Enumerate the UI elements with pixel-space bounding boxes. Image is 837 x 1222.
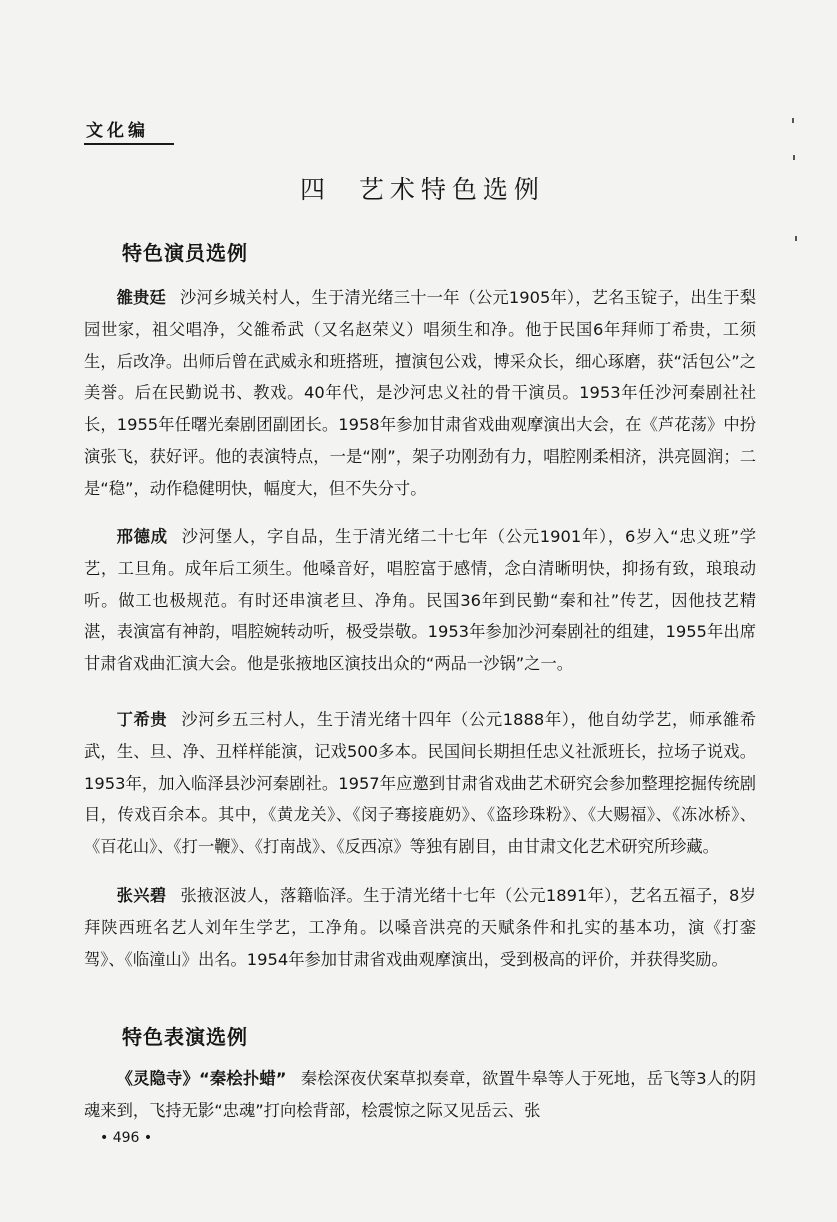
paragraph-luo-guiting (84, 282, 756, 505)
paragraph-text: 张掖沤波人，落籍临泽。生于清光绪十七年（公元1891年），艺名五福子，8岁拜陕西班名艺人刘年生学艺，工净角。以嗓音洪亮的天赋条件和扎实的基本功，演《打銮驾》、《临潼山》出名。1954年参加甘肃省戏曲观摩演出，受到极高的评价，并获得奖励。 (84, 886, 756, 969)
paragraph-qin-hui-pu-la (84, 1063, 756, 1127)
paragraph-text: 沙河乡五三村人，生于清光绪十四年（公元1888年），他自幼学艺，师承雒希武，生、旦、净、丑样样能演，记戏500多本。民国间长期担任忠义社派班长，拉场子说戏。1953年，加入临泽县沙河秦剧社。1957年应邀到甘肃省戏曲艺术研究会参加整理挖掘传统剧目，传戏百余本。其中，《黄龙关》、《闵子骞接鹿奶》、《盗珍珠粉》、《大赐福》、《冻冰桥》、《百花山》、《打一鞭》、《打南战》、《反西凉》等独有剧目，由甘肃文化艺术研究所珍藏。 (84, 710, 756, 857)
running-head: 文化编 (86, 121, 149, 141)
scan-speck (795, 236, 797, 241)
actor-name: 丁希贵 (116, 710, 168, 729)
paragraph-xing-decheng (84, 521, 756, 680)
actor-name: 邢德成 (116, 527, 168, 546)
performance-name: 《灵隐寺》“秦桧扑蜡” (116, 1069, 287, 1088)
section-title-performances: 特色表演选例 (122, 1025, 248, 1049)
page-number: • 496 • (100, 1130, 153, 1146)
paragraph-ding-xigui (84, 704, 756, 863)
paragraph-text: 沙河堡人，字自品，生于清光绪二十七年（公元1901年），6岁入“忠义班”学艺，工旦角。成年后工须生。他嗓音好，唱腔富于感情，念白清晰明快，抑扬有致，琅琅动听。做工也极规范。有时还串演老旦、净角。民国36年到民勤“秦和社”传艺，因他技艺精湛，表演富有神韵，唱腔婉转动听，极受崇敬。1953年参加沙河秦剧社的组建，1955年出席甘肃省戏曲汇演大会。他是张掖地区演技出众的“两品一沙锅”之一。 (84, 527, 756, 674)
scan-speck (793, 155, 795, 160)
paragraph-text: 秦桧深夜伏案草拟奏章，欲置牛皋等人于死地，岳飞等3人的阴魂来到，飞持无影“忠魂”打向桧背部，桧震惊之际又见岳云、张 (84, 1069, 756, 1120)
running-head-rule (84, 143, 174, 145)
paragraph-text: 沙河乡城关村人，生于清光绪三十一年（公元1905年），艺名玉锭子，出生于梨园世家，祖父唱净，父雒希武（又名赵荣义）唱须生和净。他于民国6年拜师丁希贵，工须生，后改净。出师后曾在武威永和班搭班，擅演包公戏，博采众长，细心琢磨，获“活包公”之美誉。后在民勤说书、教戏。40年代，是沙河忠义社的骨干演员。1953年任沙河秦剧社社长，1955年任曙光秦剧团副团长。1958年参加甘肃省戏曲观摩演出大会，在《芦花荡》中扮演张飞，获好评。他的表演特点，一是“刚”，架子功刚劲有力，唱腔刚柔相济，洪亮圆润；二是“稳”，动作稳健明快，幅度大，但不失分寸。 (84, 288, 756, 498)
section-title-actors: 特色演员选例 (122, 241, 248, 265)
actor-name: 雒贵廷 (116, 288, 166, 307)
chapter-title: 四 艺术特色选例 (300, 175, 545, 204)
actor-name: 张兴碧 (116, 886, 167, 905)
paragraph-zhang-xingbi (84, 880, 756, 975)
scan-speck (792, 118, 794, 123)
